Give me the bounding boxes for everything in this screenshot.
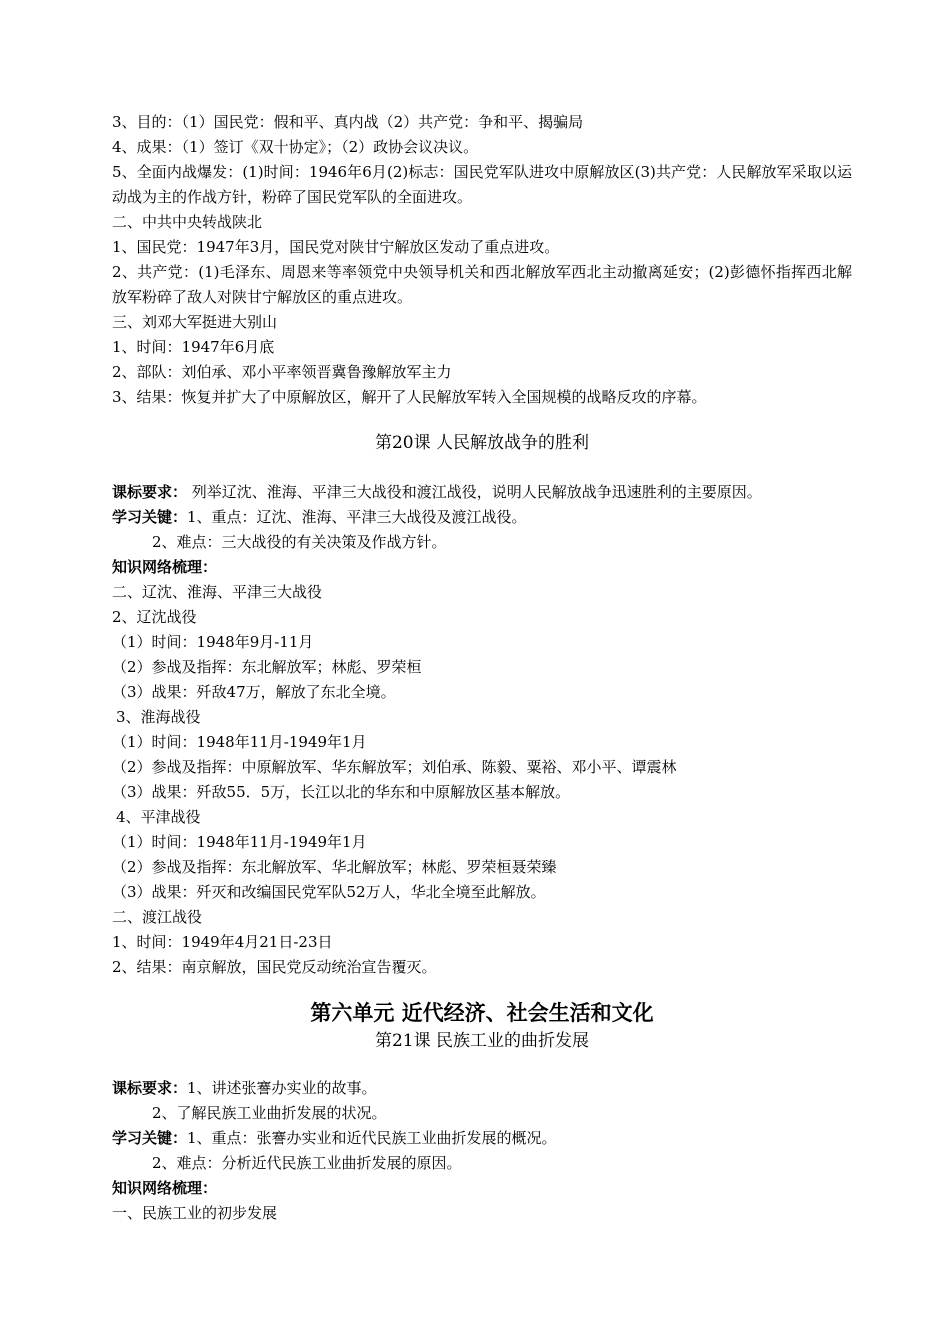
text-paragraph: 5、全面内战爆发：(1)时间：1946年6月(2)标志：国民党军队进攻中原解放区(3)共产党：人民解放军采取以运动战为主的作战方针，粉碎了国民党军队的全面进攻。 <box>112 163 852 206</box>
text-line: 3、结果：恢复并扩大了中原解放区，解开了人民解放军转入全国规模的战略反攻的序幕。 <box>112 388 707 406</box>
text-line: （1）时间：1948年9月-11月 <box>112 633 314 651</box>
text-line: 1、时间：1947年6月底 <box>112 338 275 356</box>
key-difficulty: 2、难点：分析近代民族工业曲折发展的原因。 <box>152 1154 462 1172</box>
section-heading: 一、民族工业的初步发展 <box>112 1204 278 1222</box>
text-line: （1）时间：1948年11月-1949年1月 <box>112 833 367 851</box>
text-line: （2）参战及指挥：中原解放军、华东解放军；刘伯承、陈毅、粟裕、邓小平、谭震林 <box>112 758 677 776</box>
text-line: 4、平津战役 <box>116 808 201 826</box>
knowledge-network-label: 知识网络梳理： <box>112 1179 218 1197</box>
requirement-text: 2、了解民族工业曲折发展的状况。 <box>152 1104 387 1122</box>
section-heading: 三、刘邓大军挺进大别山 <box>112 313 278 331</box>
text-line: 4、成果：（1）签订《双十协定》；（2）政协会议决议。 <box>112 138 479 156</box>
text-line: 2、部队：刘伯承、邓小平率领晋冀鲁豫解放军主力 <box>112 363 452 381</box>
text-line: 2、结果：南京解放，国民党反动统治宣告覆灭。 <box>112 958 437 976</box>
document-body <box>112 110 852 1226</box>
key-label: 学习关键： <box>112 508 188 526</box>
text-line: （3）战果：歼敌47万，解放了东北全境。 <box>112 683 396 701</box>
text-line: （1）时间：1948年11月-1949年1月 <box>112 733 367 751</box>
text-line: （2）参战及指挥：东北解放军；林彪、罗荣桓 <box>112 658 422 676</box>
lesson-20-title: 第20课 人民解放战争的胜利 <box>374 433 590 453</box>
text-line: 1、时间：1949年4月21日-23日 <box>112 933 333 951</box>
learning-key <box>112 505 852 530</box>
text-line: 2、辽沈战役 <box>112 608 197 626</box>
key-point: 1、重点：张謇办实业和近代民族工业曲折发展的概况。 <box>187 1129 557 1147</box>
key-point: 1、重点：辽沈、淮海、平津三大战役及渡江战役。 <box>187 508 527 526</box>
requirement-text: 1、讲述张謇办实业的故事。 <box>187 1079 377 1097</box>
requirement-text: 列举辽沈、淮海、平津三大战役和渡江战役，说明人民解放战争迅速胜利的主要原因。 <box>187 483 762 501</box>
text-line: 3、淮海战役 <box>116 708 201 726</box>
section-heading: 二、辽沈、淮海、平津三大战役 <box>112 583 323 601</box>
learning-key <box>112 1126 852 1151</box>
section-heading: 二、渡江战役 <box>112 908 203 926</box>
key-label: 学习关键： <box>112 1129 188 1147</box>
curriculum-requirement <box>112 1076 852 1101</box>
requirement-label: 课标要求： <box>112 483 188 501</box>
text-paragraph: 2、共产党：(1)毛泽东、周恩来等率领党中央领导机关和西北解放军西北主动撤离延安；(2)彭德怀指挥西北解放军粉碎了敌人对陕甘宁解放区的重点进攻。 <box>112 263 852 306</box>
key-difficulty: 2、难点：三大战役的有关决策及作战方针。 <box>152 533 447 551</box>
text-line: （2）参战及指挥：东北解放军、华北解放军；林彪、罗荣桓聂荣臻 <box>112 858 557 876</box>
section-heading: 二、中共中央转战陕北 <box>112 213 263 231</box>
text-line: （3）战果：歼敌55．5万，长江以北的华东和中原解放区基本解放。 <box>112 783 571 801</box>
curriculum-requirement <box>112 480 852 505</box>
knowledge-network-label: 知识网络梳理： <box>112 558 218 576</box>
text-line: 3、目的：（1）国民党：假和平、真内战（2）共产党：争和平、揭骗局 <box>112 113 584 131</box>
lesson-21-title: 第21课 民族工业的曲折发展 <box>374 1031 590 1051</box>
requirement-label: 课标要求： <box>112 1079 188 1097</box>
text-line: （3）战果：歼灭和改编国民党军队52万人，华北全境至此解放。 <box>112 883 546 901</box>
text-line: 1、国民党：1947年3月，国民党对陕甘宁解放区发动了重点进攻。 <box>112 238 560 256</box>
unit-6-title: 第六单元 近代经济、社会生活和文化 <box>310 1000 654 1025</box>
